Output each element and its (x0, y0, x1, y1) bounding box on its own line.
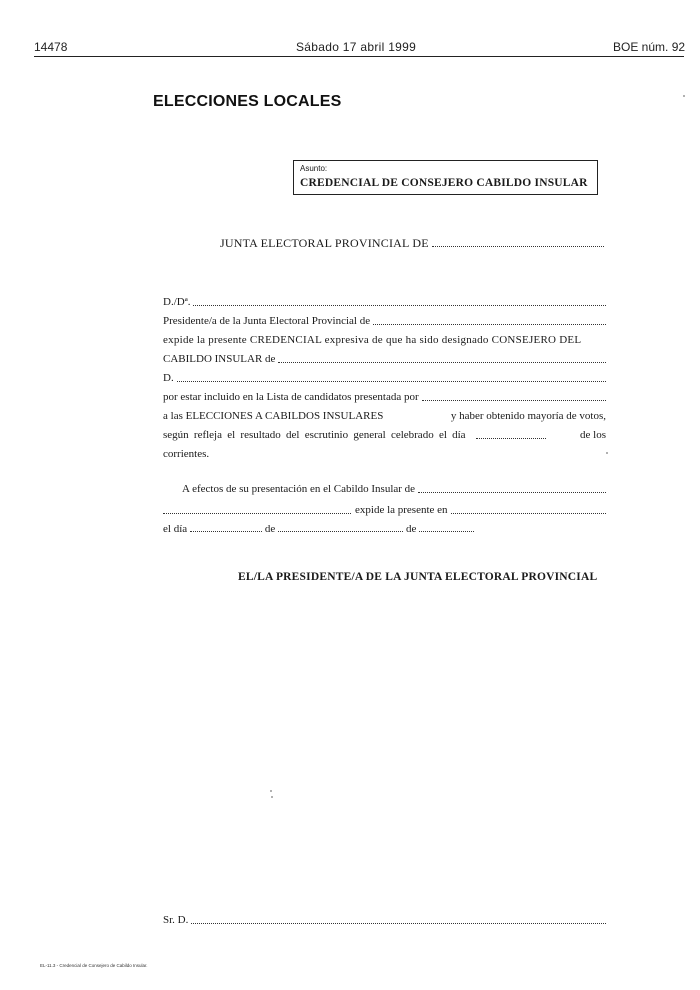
form-line-current (163, 447, 606, 461)
name-blank (193, 296, 606, 306)
month-blank (278, 523, 403, 532)
form-line-president (163, 314, 606, 328)
credential-text: expide la presente CREDENCIAL expresiva de que ha sido designado CONSEJERO DEL (163, 334, 582, 346)
subject-title: CREDENCIAL DE CONSEJERO CABILDO INSULAR (300, 177, 588, 189)
publication-issue: BOE núm. 92 (613, 40, 686, 54)
year-label: de (406, 523, 417, 535)
cabildo-blank (278, 353, 606, 363)
form-line-candidates (163, 390, 606, 404)
place-pre-blank (163, 505, 351, 514)
section-title: ELECCIONES LOCALES (153, 93, 342, 110)
subject-label: Asunto: (300, 164, 328, 173)
form-line-presentation (182, 482, 606, 496)
addressee-label: Sr. D. (163, 914, 189, 926)
scan-speck (683, 95, 685, 97)
subject-box (293, 160, 598, 195)
place-label: expide la presente en (355, 504, 448, 516)
form-line-cabildo (163, 352, 606, 366)
scan-speck (270, 790, 272, 792)
place-blank (451, 504, 606, 514)
junta-blank (432, 238, 604, 247)
scrutiny-date-blank (476, 430, 546, 439)
footer-code: EL-11.3 - Credencial de Consejero de Cabildo Insular. (40, 963, 148, 968)
junta-line (220, 236, 604, 251)
presentation-blank (418, 483, 606, 493)
designee-blank (177, 372, 606, 382)
candidates-label: por estar incluido en la Lista de candidatos presentada por (163, 391, 419, 403)
cabildo-label: CABILDO INSULAR de (163, 353, 276, 365)
president-label: Presidente/a de la Junta Electoral Provincial de (163, 315, 371, 327)
publication-date: Sábado 17 abril 1999 (296, 40, 417, 54)
candidates-blank (422, 391, 606, 401)
current-text: corrientes. (163, 448, 210, 460)
page-number: 14478 (34, 40, 68, 54)
addressee-blank (191, 914, 606, 924)
signature-title: EL/LA PRESIDENTE/A DE LA JUNTA ELECTORAL PROVINCIAL (238, 571, 598, 583)
scan-speck (271, 796, 273, 798)
header-rule (34, 56, 684, 57)
form-line-designee (163, 371, 606, 385)
form-line-elections (163, 409, 606, 423)
elections-text: a las ELECCIONES A CABILDOS INSULARES (163, 410, 384, 422)
day-blank (190, 523, 262, 532)
form-line-scrutiny (163, 428, 606, 442)
scrutiny-tail: de los (580, 429, 606, 441)
presentation-label: A efectos de su presentación en el Cabildo Insular de (182, 483, 416, 495)
name-label: D./Dª. (163, 296, 191, 308)
province-blank (373, 315, 606, 325)
form-line-date (163, 522, 606, 536)
scan-speck (606, 452, 608, 454)
form-line-addressee (163, 913, 606, 927)
month-label: de (264, 523, 276, 535)
form-line-credential (163, 333, 606, 347)
year-blank (419, 523, 474, 532)
form-line-name (163, 295, 606, 309)
junta-label: JUNTA ELECTORAL PROVINCIAL DE (220, 236, 429, 250)
day-label: el día (163, 523, 188, 535)
form-line-place (163, 503, 606, 517)
designee-label: D. (163, 372, 174, 384)
scrutiny-text: según refleja el resultado del escrutinio general celebrado el día (163, 429, 466, 441)
votes-text: y haber obtenido mayoría de votos, (450, 410, 606, 422)
